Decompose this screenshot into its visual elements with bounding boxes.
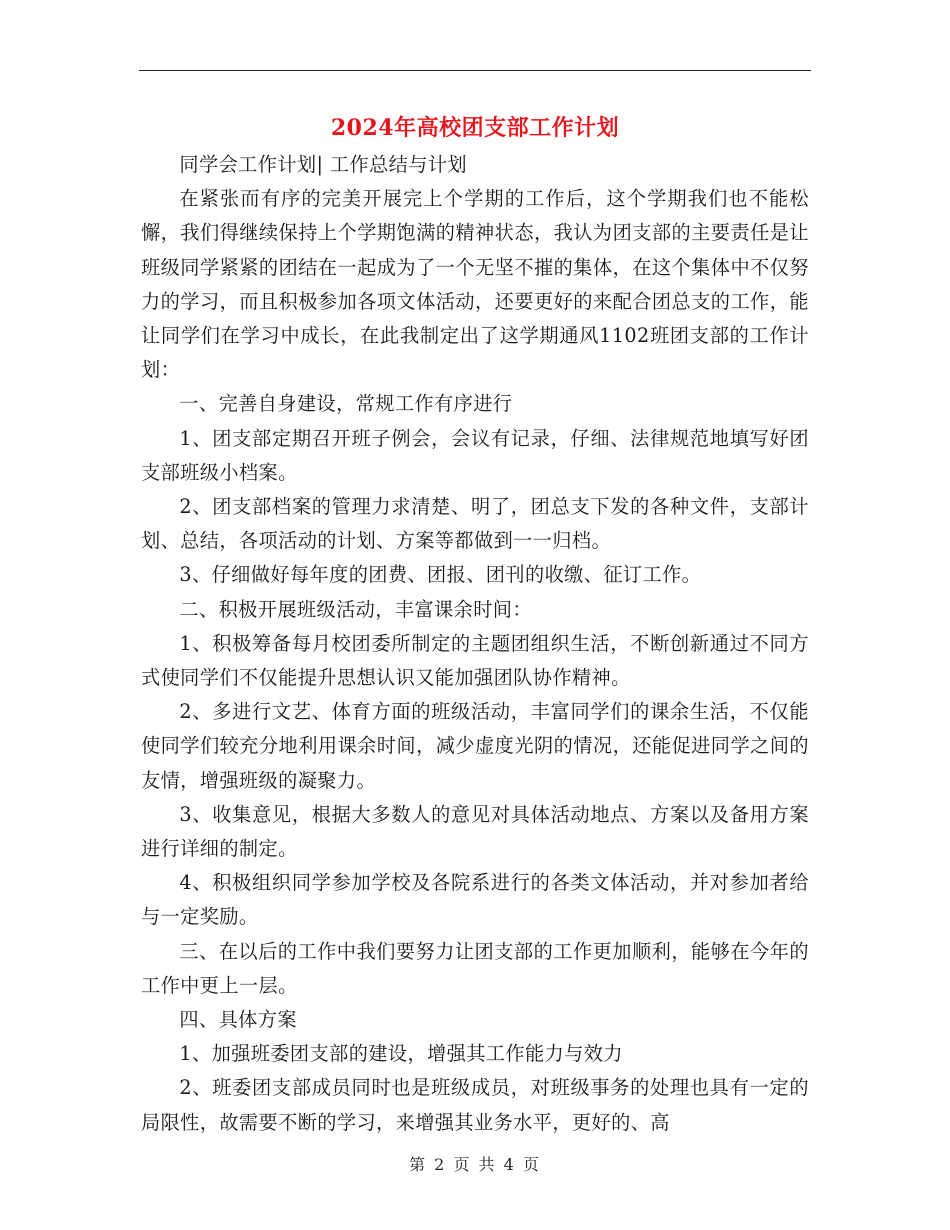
paragraph-subtitle: 同学会工作计划| 工作总结与计划	[179, 153, 467, 176]
paragraph: 4、积极组织同学参加学校及各院系进行的各类文体活动，并对参加者给与一定奖励。	[141, 871, 809, 929]
paragraph: 2、班委团支部成员同时也是班级成员，对班级事务的处理也具有一定的局限性，故需要不断的学习，来增强其业务水平，更好的、高	[141, 1076, 809, 1134]
paragraph: 在紧张而有序的完美开展完上个学期的工作后，这个学期我们也不能松懈，我们得继续保持上个学期饱满的精神状态，我认为团支部的主要责任是让班级同学紧紧的团结在一起成为了一个无坚不摧的集体，在这个集体中不仅努力的学习，而且积极参加各项文体活动，还要更好的来配合团总支的工作，能让同学们在学习中成长，在此我制定出了这学期通风1102班团支部的工作计划：	[141, 187, 809, 382]
paragraph: 2、多进行文艺、体育方面的班级活动，丰富同学们的课余生活，不仅能使同学们较充分地利用课余时间，减少虚度光阴的情况，还能促进同学之间的友情，增强班级的凝聚力。	[141, 700, 809, 792]
paragraph: 1、团支部定期召开班子例会，会议有记录，仔细、法律规范地填写好团支部班级小档案。	[141, 426, 809, 484]
section-heading: 一、完善自身建设，常规工作有序进行	[179, 392, 513, 416]
paragraph: 2、团支部档案的管理力求清楚、明了，团总支下发的各种文件，支部计划、总结，各项活动的计划、方案等都做到一一归档。	[141, 495, 809, 553]
paragraph: 1、积极筹备每月校团委所制定的主题团组织生活，不断创新通过不同方式使同学们不仅能提升思想认识又能加强团队协作精神。	[141, 631, 809, 690]
header-rule	[139, 70, 811, 71]
document-body	[141, 148, 809, 1140]
section-heading: 三、在以后的工作中我们要努力让团支部的工作更加顺利，能够在今年的工作中更上一层。	[141, 939, 809, 997]
section-heading: 四、具体方案	[179, 1008, 297, 1032]
page-number-footer: 第 2 页 共 4 页	[409, 1155, 541, 1174]
paragraph: 3、收集意见，根据大多数人的意见对具体活动地点、方案以及备用方案进行详细的制定。	[141, 802, 809, 861]
document-title: 2024年高校团支部工作计划	[330, 115, 620, 141]
section-heading: 二、积极开展班级活动，丰富课余时间：	[179, 597, 532, 621]
paragraph: 3、仔细做好每年度的团费、团报、团刊的收缴、征订工作。	[179, 563, 702, 587]
paragraph: 1、加强班委团支部的建设，增强其工作能力与效力	[179, 1042, 623, 1066]
